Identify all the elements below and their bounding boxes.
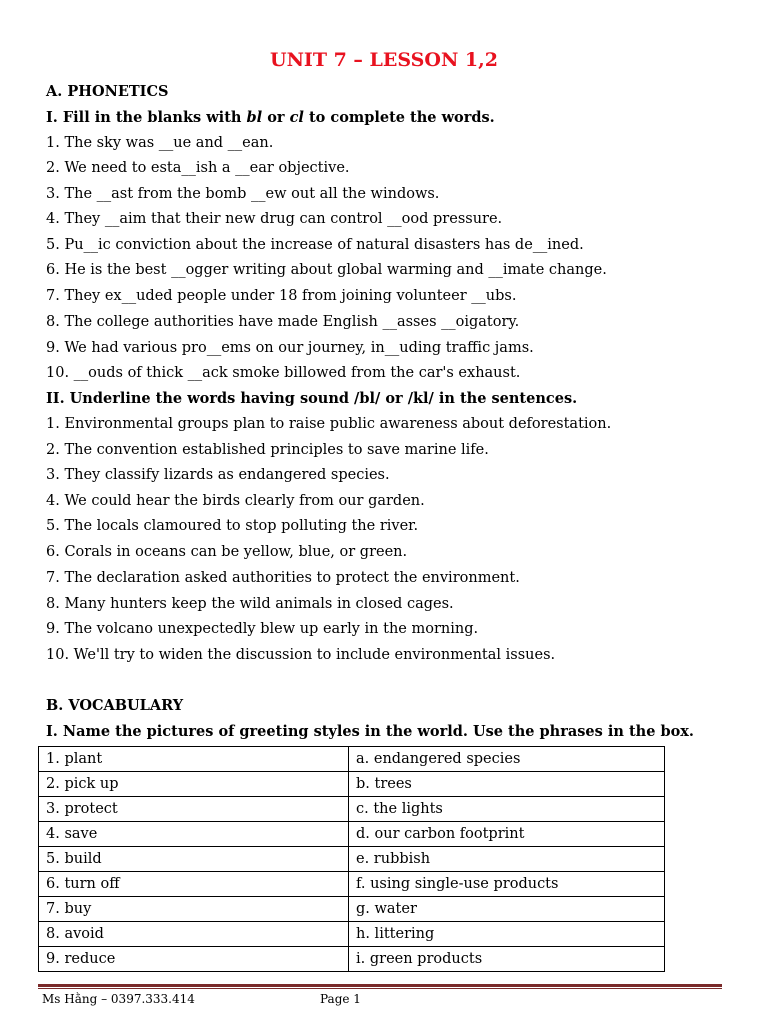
part1-heading bbox=[46, 109, 495, 126]
table-cell-left: 7. buy bbox=[39, 897, 349, 922]
footer-divider-thin bbox=[38, 988, 722, 989]
table-cell-right: g. water bbox=[349, 897, 665, 922]
table-cell-right: d. our carbon footprint bbox=[349, 822, 665, 847]
section-b-heading: B. VOCABULARY bbox=[46, 697, 184, 714]
part1-heading-or: or bbox=[262, 109, 290, 126]
part1-heading-cl: cl bbox=[289, 109, 304, 126]
footer-divider-thick bbox=[38, 984, 722, 987]
part2-item: 7. The declaration asked authorities to protect the environment. bbox=[46, 570, 520, 586]
table-row bbox=[39, 922, 665, 947]
part1-item: 6. He is the best __ogger writing about global warming and __imate change. bbox=[46, 262, 607, 278]
table-row bbox=[39, 872, 665, 897]
table-cell-right: h. littering bbox=[349, 922, 665, 947]
part2-item: 8. Many hunters keep the wild animals in closed cages. bbox=[46, 596, 454, 612]
footer-page-number: Page 1 bbox=[320, 992, 361, 1006]
part1-item: 3. The __ast from the bomb __ew out all the windows. bbox=[46, 186, 440, 202]
part1-heading-pre: I. Fill in the blanks with bbox=[46, 109, 247, 126]
part1-item: 10. __ouds of thick __ack smoke billowed from the car's exhaust. bbox=[46, 365, 521, 381]
part1-heading-bl: bl bbox=[246, 109, 263, 126]
part1-item: 8. The college authorities have made English __asses __oigatory. bbox=[46, 314, 520, 330]
part1-item: 4. They __aim that their new drug can control __ood pressure. bbox=[46, 211, 503, 227]
table-row bbox=[39, 797, 665, 822]
table-row bbox=[39, 947, 665, 972]
section-a-heading: A. PHONETICS bbox=[46, 83, 169, 100]
table-cell-left: 2. pick up bbox=[39, 772, 349, 797]
table-row bbox=[39, 847, 665, 872]
part2-item: 4. We could hear the birds clearly from our garden. bbox=[46, 493, 425, 509]
table-cell-right: c. the lights bbox=[349, 797, 665, 822]
table-cell-left: 5. build bbox=[39, 847, 349, 872]
part1-item: 1. The sky was __ue and __ean. bbox=[46, 135, 274, 151]
table-row bbox=[39, 822, 665, 847]
table-cell-right: e. rubbish bbox=[349, 847, 665, 872]
part1-item: 7. They ex__uded people under 18 from joining volunteer __ubs. bbox=[46, 288, 517, 304]
part2-item: 3. They classify lizards as endangered species. bbox=[46, 467, 390, 483]
table-cell-left: 8. avoid bbox=[39, 922, 349, 947]
table-cell-right: i. green products bbox=[349, 947, 665, 972]
table-cell-left: 1. plant bbox=[39, 747, 349, 772]
table-cell-left: 4. save bbox=[39, 822, 349, 847]
table-cell-right: a. endangered species bbox=[349, 747, 665, 772]
part1-item: 5. Pu__ic conviction about the increase of natural disasters has de__ined. bbox=[46, 237, 584, 253]
table-cell-left: 6. turn off bbox=[39, 872, 349, 897]
table-row bbox=[39, 897, 665, 922]
table-cell-left: 3. protect bbox=[39, 797, 349, 822]
table-row bbox=[39, 747, 665, 772]
table-cell-right: f. using single-use products bbox=[349, 872, 665, 897]
part2-heading: II. Underline the words having sound /bl/ or /kl/ in the sentences. bbox=[46, 390, 578, 407]
part2-item: 5. The locals clamoured to stop polluting the river. bbox=[46, 518, 419, 534]
part2-item: 1. Environmental groups plan to raise public awareness about deforestation. bbox=[46, 416, 612, 432]
part2-item: 9. The volcano unexpectedly blew up early in the morning. bbox=[46, 621, 479, 637]
part1-item: 2. We need to esta__ish a __ear objective. bbox=[46, 160, 350, 176]
part1-heading-post: to complete the words. bbox=[303, 109, 495, 126]
table-cell-left: 9. reduce bbox=[39, 947, 349, 972]
part2-item: 6. Corals in oceans can be yellow, blue, or green. bbox=[46, 544, 408, 560]
part2-item: 10. We'll try to widen the discussion to include environmental issues. bbox=[46, 647, 556, 663]
part1-item: 9. We had various pro__ems on our journey, in__uding traffic jams. bbox=[46, 340, 534, 356]
page-title: UNIT 7 – LESSON 1,2 bbox=[270, 49, 498, 71]
table-row bbox=[39, 772, 665, 797]
part2-item: 2. The convention established principles to save marine life. bbox=[46, 442, 489, 458]
matching-table bbox=[38, 746, 665, 972]
footer-author: Ms Hằng – 0397.333.414 bbox=[42, 992, 195, 1006]
vocab-heading: I. Name the pictures of greeting styles in the world. Use the phrases in the box. bbox=[46, 723, 694, 740]
table-cell-right: b. trees bbox=[349, 772, 665, 797]
